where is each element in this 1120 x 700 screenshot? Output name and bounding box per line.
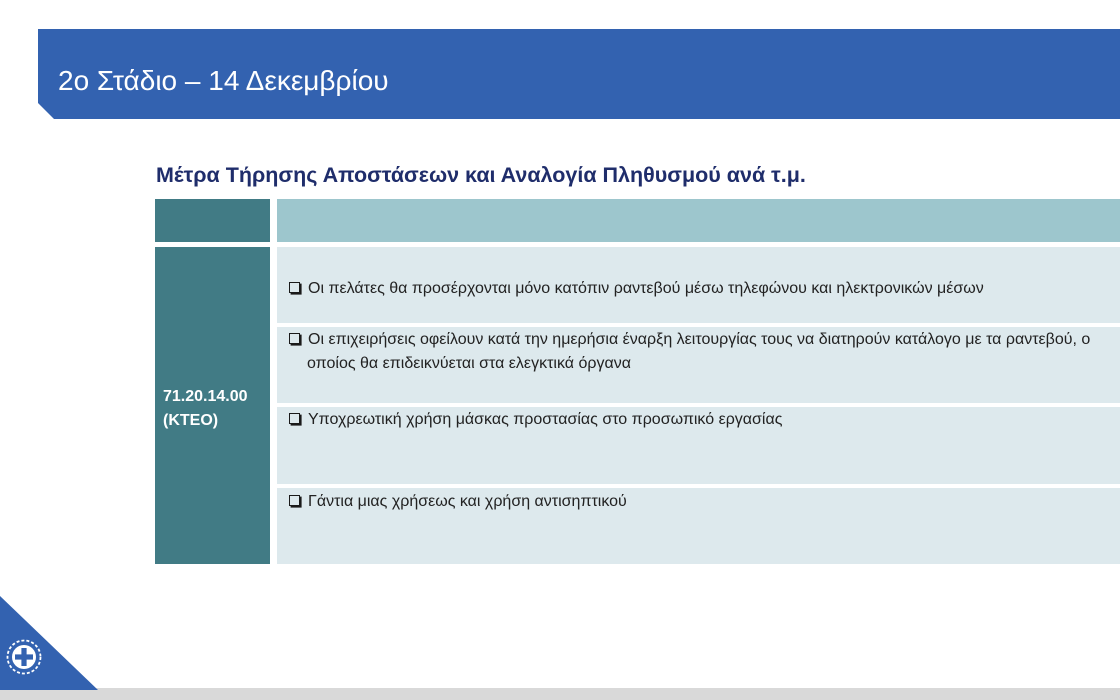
slide-title: 2ο Στάδιο – 14 Δεκεμβρίου: [58, 65, 389, 96]
checkbox-bullet-icon: [289, 495, 300, 506]
table-header-right: [277, 199, 1120, 242]
measure-row: [277, 407, 1120, 484]
measure-item: [289, 277, 1102, 301]
greek-emblem-icon: [0, 596, 100, 690]
activity-code-number: 71.20.14.00: [163, 388, 248, 405]
activity-code: [163, 385, 248, 433]
measure-item: [289, 408, 1102, 432]
measure-row: [277, 247, 1120, 323]
measure-row: [277, 488, 1120, 564]
measure-item: [289, 328, 1102, 376]
section-heading: Μέτρα Τήρησης Αποστάσεων και Αναλογία Πληθυσμού ανά τ.μ.: [156, 163, 806, 187]
measure-text: Γάντια μιας χρήσεως και χρήση αντισηπτικού: [308, 493, 627, 510]
checkbox-bullet-icon: [289, 282, 300, 293]
activity-code-cell: [155, 247, 270, 564]
emblem-corner: [0, 596, 100, 690]
measure-text: Οι πελάτες θα προσέρχονται μόνο κατόπιν ραντεβού μέσω τηλεφώνου και ηλεκτρονικών μέσων: [308, 280, 984, 297]
footer-strip: [0, 688, 1120, 700]
measure-row: [277, 327, 1120, 403]
measure-text: Οι επιχειρήσεις οφείλουν κατά την ημερήσια έναρξη λειτουργίας τους να διατηρούν κατάλογο με τα ραντεβού, ο οποίος θα επιδεικνύεται στα ελεγκτικά όργανα: [307, 331, 1091, 372]
table-header-left: [155, 199, 270, 242]
activity-code-label: (ΚΤΕΟ): [163, 412, 219, 429]
measure-item: [289, 490, 1102, 514]
checkbox-bullet-icon: [289, 333, 300, 344]
measure-text: Υποχρεωτική χρήση μάσκας προστασίας στο προσωπικό εργασίας: [308, 411, 783, 428]
checkbox-bullet-icon: [289, 413, 300, 424]
